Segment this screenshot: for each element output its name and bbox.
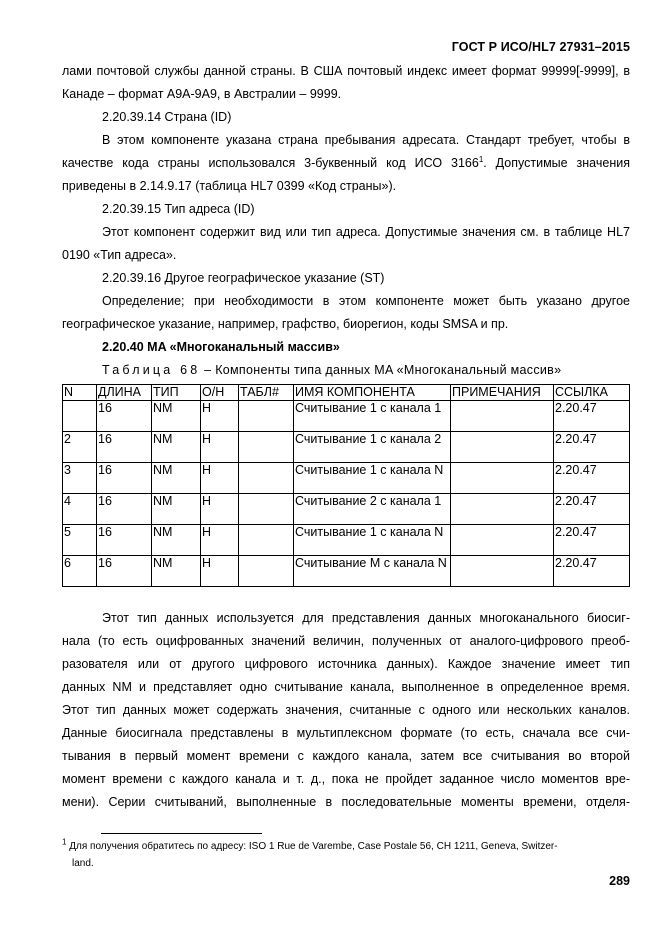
section-title-geo: 2.20.39.16 Другое географическое указание (ST) — [102, 271, 385, 285]
footnote-line-2: land. — [72, 858, 94, 869]
cell-n: 2 — [63, 432, 97, 463]
col-optionality: О/Н — [201, 385, 239, 401]
paragraph-line: тывания в первый момент времени с каждого канала, затем все считывания во второй — [62, 749, 630, 763]
cell-component-name: Считывание 1 с канала N — [294, 525, 451, 556]
col-notes: ПРИМЕЧАНИЯ — [451, 385, 554, 401]
table-row — [63, 525, 630, 556]
cell-type: NM — [152, 525, 201, 556]
cell-length: 16 — [97, 401, 152, 432]
cell-optionality: Н — [201, 463, 239, 494]
cell-notes — [451, 401, 554, 432]
footnote-divider — [101, 833, 262, 834]
cell-table-num — [239, 401, 294, 432]
cell-optionality: Н — [201, 556, 239, 587]
cell-notes — [451, 494, 554, 525]
cell-component-name: Считывание 2 с канала 1 — [294, 494, 451, 525]
cell-table-num — [239, 525, 294, 556]
table-row — [63, 556, 630, 587]
cell-component-name: Считывание 1 с канала N — [294, 463, 451, 494]
section-title-address-type: 2.20.39.15 Тип адреса (ID) — [102, 202, 255, 216]
cell-n: 3 — [63, 463, 97, 494]
cell-type: NM — [152, 401, 201, 432]
cell-notes — [451, 463, 554, 494]
country-text-a: В этом компоненте указана страна пребывания адресата. Стандарт требует, чтобы в качестве кода страны использовался 3-буквенный код ИСО 3166 — [62, 133, 630, 170]
table-caption-text: – Компоненты типа данных MA «Многоканальный массив» — [200, 363, 562, 377]
paragraph-line: мени). Серии считываний, выполненные в последовательные моменты времени, отделя- — [62, 795, 630, 809]
col-type: ТИП — [152, 385, 201, 401]
cell-reference: 2.20.47 — [554, 401, 630, 432]
col-table-num: ТАБЛ# — [239, 385, 294, 401]
country-text-b: . Допустимые значения приведены в 2.14.9.17 (таблица HL7 0399 «Код страны»). — [62, 156, 630, 193]
cell-notes — [451, 525, 554, 556]
cell-length: 16 — [97, 432, 152, 463]
page-number: 289 — [609, 874, 630, 888]
paragraph-line: Этот тип данных может содержать значения, считанные с одного или нескольких каналов. — [62, 703, 630, 717]
table-caption — [62, 359, 630, 382]
cell-type: NM — [152, 463, 201, 494]
cell-n: 6 — [63, 556, 97, 587]
cell-notes — [451, 556, 554, 587]
col-n: N — [63, 385, 97, 401]
cell-notes — [451, 432, 554, 463]
cell-optionality: Н — [201, 401, 239, 432]
table-caption-label: Таблица 68 — [102, 363, 201, 377]
paragraph-line: разователя или от другого цифрового источника данных). Каждое значение имеет тип — [62, 657, 630, 671]
cell-n: 5 — [63, 525, 97, 556]
footnote-text: Для получения обратитесь по адресу: ISO 1 Rue de Varembe, Case Postale 56, CH 1211, Geneva, Switzer- — [66, 841, 558, 852]
cell-table-num — [239, 494, 294, 525]
cell-n: 4 — [63, 494, 97, 525]
cell-optionality: Н — [201, 494, 239, 525]
cell-type: NM — [152, 494, 201, 525]
components-table — [62, 384, 630, 587]
cell-table-num — [239, 463, 294, 494]
cell-table-num — [239, 556, 294, 587]
body-bottom — [62, 607, 630, 814]
table-row — [63, 463, 630, 494]
col-length: ДЛИНА — [97, 385, 152, 401]
cell-reference: 2.20.47 — [554, 556, 630, 587]
cell-table-num — [239, 432, 294, 463]
section-title-ma: 2.20.40 MA «Многоканальный массив» — [102, 340, 340, 354]
paragraph-country — [62, 129, 630, 198]
cell-component-name: Считывание 1 с канала 2 — [294, 432, 451, 463]
cell-reference: 2.20.47 — [554, 432, 630, 463]
cell-optionality: Н — [201, 525, 239, 556]
section-title-country: 2.20.39.14 Страна (ID) — [102, 110, 232, 124]
cell-n — [63, 401, 97, 432]
cell-reference: 2.20.47 — [554, 463, 630, 494]
paragraph-line: Этот тип данных используется для представления данных многоканального биосиг- — [102, 611, 630, 625]
footnote — [62, 838, 630, 872]
cell-type: NM — [152, 556, 201, 587]
cell-length: 16 — [97, 463, 152, 494]
body-top — [62, 60, 630, 382]
table-row — [63, 401, 630, 432]
paragraph-line: данных NM и представляет одно считывание канала, выполненное в определенное время. — [62, 680, 630, 694]
paragraph-geo: Определение; при необходимости в этом компоненте может быть указано другое географическое указание, например, графство, биорегион, коды SMSA и пр. — [62, 294, 630, 331]
table-row — [63, 432, 630, 463]
cell-optionality: Н — [201, 432, 239, 463]
table-header-row — [63, 385, 630, 401]
cell-length: 16 — [97, 494, 152, 525]
footnote-line-1 — [62, 838, 630, 855]
table-row — [63, 494, 630, 525]
paragraph-line: момент времени с каждого канала и т. д., пока не пройдет заданное число моментов вре- — [62, 772, 630, 786]
cell-reference: 2.20.47 — [554, 525, 630, 556]
paragraph-line: нала (то есть оцифрованных значений величин, полученных от аналого-цифрового преоб- — [62, 634, 630, 648]
cell-length: 16 — [97, 556, 152, 587]
cell-length: 16 — [97, 525, 152, 556]
standard-header: ГОСТ Р ИСО/HL7 27931–2015 — [451, 40, 630, 54]
footnote-ref: 1 — [478, 154, 484, 164]
col-reference: ССЫЛКА — [554, 385, 630, 401]
cell-component-name: Считывание 1 с канала 1 — [294, 401, 451, 432]
paragraph-line: Данные биосигнала представлены в мультиплексном формате (то есть, сначала все счи- — [62, 726, 630, 740]
cell-component-name: Считывание M с канала N — [294, 556, 451, 587]
paragraph-continuation: лами почтовой службы данной страны. В США почтовый индекс имеет формат 99999[-9999], в Канаде – формат A9A-9A9, в Австралии – 9999. — [62, 64, 630, 101]
col-component-name: ИМЯ КОМПОНЕНТА — [294, 385, 451, 401]
footnote-marker: 1 — [62, 837, 67, 847]
cell-type: NM — [152, 432, 201, 463]
cell-reference: 2.20.47 — [554, 494, 630, 525]
paragraph-address-type: Этот компонент содержит вид или тип адреса. Допустимые значения см. в таблице HL7 0190 «Тип адреса». — [62, 225, 630, 262]
